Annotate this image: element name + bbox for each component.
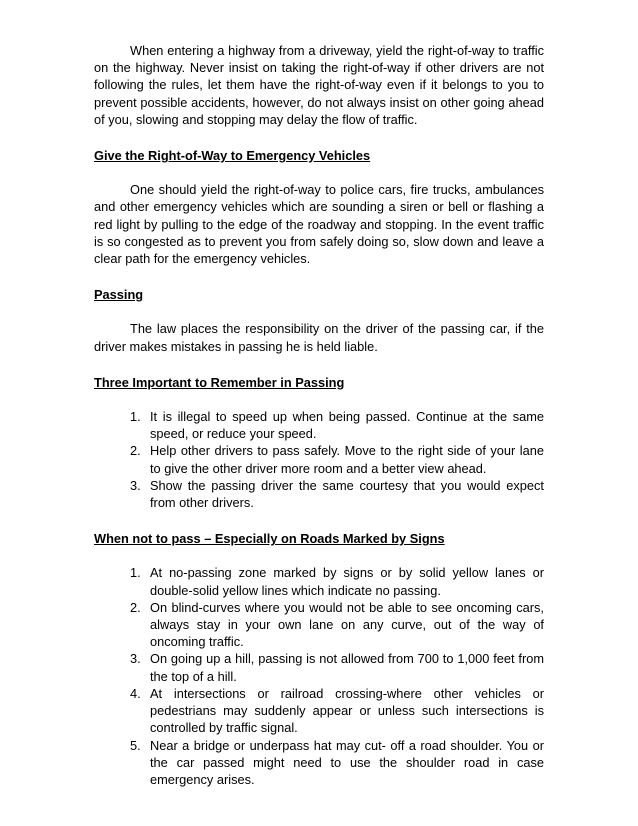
three-important-list <box>94 408 544 511</box>
heading-three-important: Three Important to Remember in Passing <box>94 374 345 390</box>
list-item-text: At intersections or railroad crossing-where other vehicles or pedestrians may suddenly appear or unless such intersections is controlled by traffic signal. <box>150 685 544 736</box>
list-number: 1. <box>130 409 141 425</box>
heading-emergency-vehicles: Give the Right-of-Way to Emergency Vehicles <box>94 148 371 164</box>
emergency-paragraph: One should yield the right-of-way to police cars, fire trucks, ambulances and other emergency vehicles which are sounding a siren or bell or flashing a red light by pulling to the edge of the roadway and stopping. In the event traffic is so congested as to prevent you from safely doing so, slow down and leave a clear path for the emergency vehicles. <box>94 182 544 267</box>
list-item-text: At no-passing zone marked by signs or by solid yellow lanes or double-solid yellow lines which indicate no passing. <box>150 565 544 598</box>
when-not-to-pass-list <box>94 564 544 788</box>
passing-paragraph: The law places the responsibility on the driver of the passing car, if the driver makes mistakes in passing he is held liable. <box>94 321 544 354</box>
list-item <box>130 685 544 737</box>
list-number: 5. <box>130 737 141 753</box>
list-item-text: On blind-curves where you would not be able to see oncoming cars, always stay in your own lane on any curve, out of the way of oncoming traffic. <box>150 599 544 650</box>
list-item-text: On going up a hill, passing is not allowed from 700 to 1,000 feet from the top of a hill. <box>150 651 544 684</box>
list-item-text: Show the passing driver the same courtesy that you would expect from other drivers. <box>150 477 544 511</box>
list-item <box>130 564 544 598</box>
heading-passing: Passing <box>94 287 144 303</box>
list-number: 2. <box>130 443 141 459</box>
list-item <box>130 599 544 651</box>
intro-paragraph: When entering a highway from a driveway, yield the right-of-way to traffic on the highway. Never insist on taking the right-of-way if other drivers are not following the rules, let them have the right-of-way even if it belongs to you to prevent possible accidents, however, do not always insist on other going ahead of you, slowing and stopping may delay the flow of traffic. <box>94 43 544 127</box>
list-number: 2. <box>130 599 141 615</box>
list-number: 1. <box>130 565 141 581</box>
list-item-text: Near a bridge or underpass hat may cut- off a road shoulder. You or the car passed might need to use the shoulder road in case emergency arises. <box>150 737 544 787</box>
list-item <box>130 477 544 511</box>
list-item <box>130 442 544 476</box>
list-number: 3. <box>130 477 141 493</box>
heading-when-not-to-pass: When not to pass – Especially on Roads Marked by Signs <box>94 531 445 547</box>
list-number: 3. <box>130 651 141 667</box>
list-number: 4. <box>130 685 141 701</box>
list-item <box>130 737 544 789</box>
list-item <box>130 650 544 684</box>
list-item-text: Help other drivers to pass safely. Move to the right side of your lane to give the other driver more room and a better view ahead. <box>150 443 544 476</box>
list-item <box>130 408 544 442</box>
list-item-text: It is illegal to speed up when being passed. Continue at the same speed, or reduce your speed. <box>150 409 544 442</box>
